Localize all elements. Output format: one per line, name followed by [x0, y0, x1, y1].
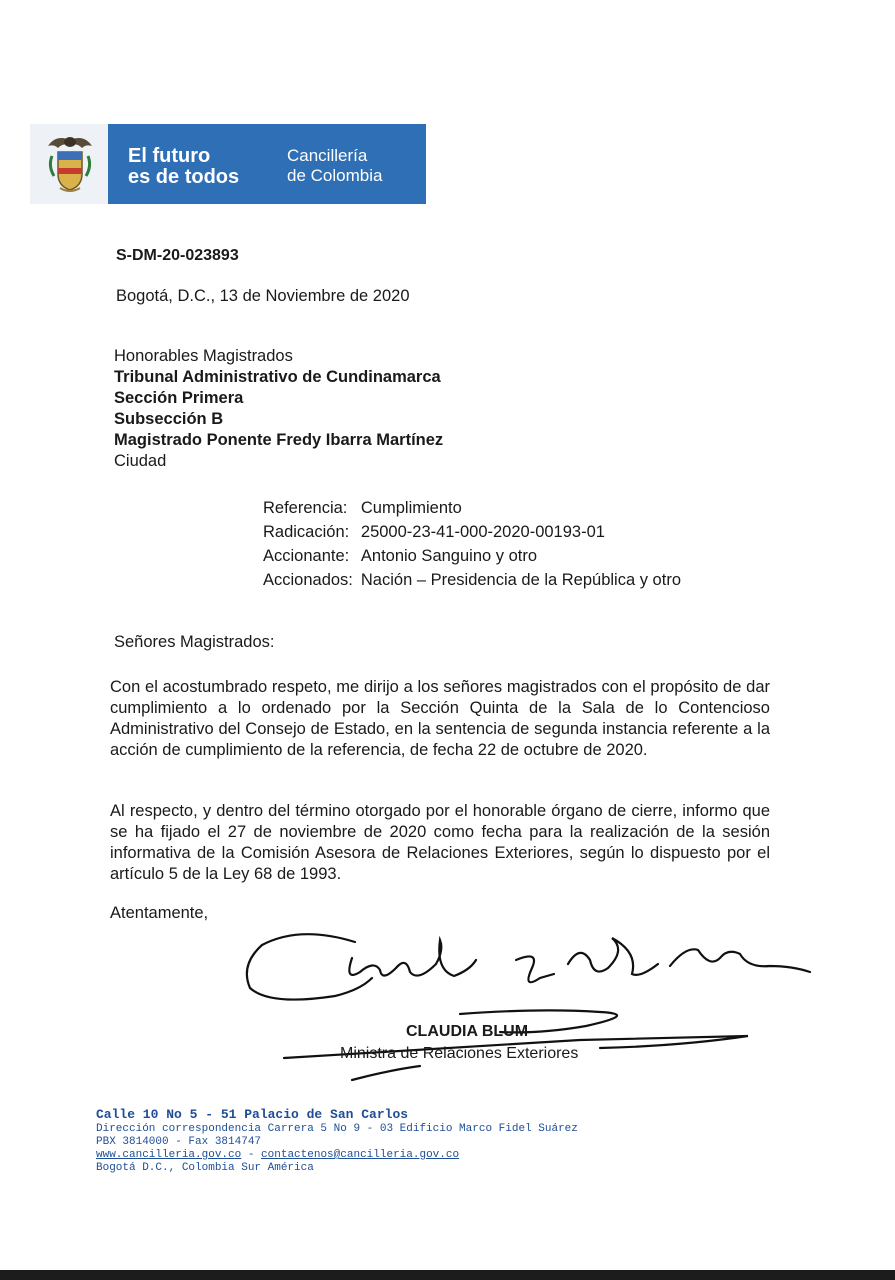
- letter-closing: Atentamente,: [110, 904, 209, 922]
- metadata-value: Antonio Sanguino y otro: [360, 547, 538, 565]
- recipient-court: Tribunal Administrativo de Cundinamarca: [114, 368, 441, 386]
- metadata-row: [263, 544, 681, 568]
- body-paragraph-2: Al respecto, y dentro del término otorgado por el honorable órgano de cierre, informo que se ha fijado el 27 de noviembre de 2020 como fecha para la realización de la sesión informativa de la Comisión Asesora de Relaciones Exteriores, según lo dispuesto por el artículo 5 de la Ley 68 de 1993.: [110, 802, 770, 883]
- metadata-row: [263, 496, 681, 520]
- recipient-city: Ciudad: [114, 452, 167, 470]
- entity-line-2: de Colombia: [287, 166, 383, 185]
- metadata-label: Accionante:: [263, 547, 350, 565]
- body-paragraph-1: Con el acostumbrado respeto, me dirijo a los señores magistrados con el propósito de dar cumplimiento a lo ordenado por la Sección Quinta de la Sala de lo Contencioso Administrativo del Consejo de Estado, en la sentencia de segunda instancia referente a la acción de cumplimiento de la referencia, de fecha 22 de octubre de 2020.: [110, 678, 770, 759]
- letterhead-footer: [96, 1107, 578, 1175]
- metadata-label: Referencia:: [263, 499, 348, 517]
- metadata-value: 25000-23-41-000-2020-00193-01: [360, 523, 605, 541]
- footer-phones: PBX 3814000 - Fax 3814747: [96, 1136, 262, 1148]
- letter-salutation: Señores Magistrados:: [114, 633, 275, 651]
- case-metadata: [263, 496, 681, 592]
- recipient-block: [114, 346, 443, 472]
- recipient-magistrate: Magistrado Ponente Fredy Ibarra Martínez: [114, 431, 444, 449]
- place-and-date: Bogotá, D.C., 13 de Noviembre de 2020: [116, 287, 410, 305]
- metadata-row: [263, 568, 681, 592]
- slogan-line-2: es de todos: [128, 166, 240, 188]
- email-link[interactable]: contactenos@cancilleria.gov.co: [261, 1149, 460, 1161]
- metadata-label: Accionados:: [263, 571, 353, 589]
- signer-title: Ministra de Relaciones Exteriores: [340, 1045, 579, 1062]
- recipient-subsection: Subsección B: [114, 410, 224, 428]
- entity-name: [287, 146, 382, 186]
- footer-address: Calle 10 No 5 - 51 Palacio de San Carlos: [96, 1107, 409, 1122]
- metadata-value: Nación – Presidencia de la República y otro: [360, 571, 681, 589]
- footer-correspondence: Dirección correspondencia Carrera 5 No 9 - 03 Edificio Marco Fidel Suárez: [96, 1123, 578, 1135]
- signer-name: CLAUDIA BLUM: [406, 1023, 529, 1040]
- slogan-line-1: El futuro: [128, 145, 211, 167]
- website-link[interactable]: www.cancilleria.gov.co: [96, 1149, 242, 1161]
- footer-contact-row: [96, 1149, 578, 1162]
- entity-line-1: Cancillería: [287, 146, 368, 165]
- recipient-section: Sección Primera: [114, 389, 244, 407]
- metadata-row: [263, 520, 681, 544]
- bottom-border: [0, 1270, 895, 1280]
- document-reference-code: S-DM-20-023893: [116, 247, 239, 264]
- footer-location: Bogotá D.C., Colombia Sur América: [96, 1162, 314, 1174]
- footer-separator: -: [241, 1149, 262, 1161]
- metadata-value: Cumplimiento: [360, 499, 462, 517]
- metadata-label: Radicación:: [263, 523, 350, 541]
- government-slogan: [128, 146, 239, 188]
- handwritten-signature: [240, 920, 820, 1090]
- recipient-salutation: Honorables Magistrados: [114, 347, 293, 365]
- coat-of-arms-icon: [42, 132, 98, 196]
